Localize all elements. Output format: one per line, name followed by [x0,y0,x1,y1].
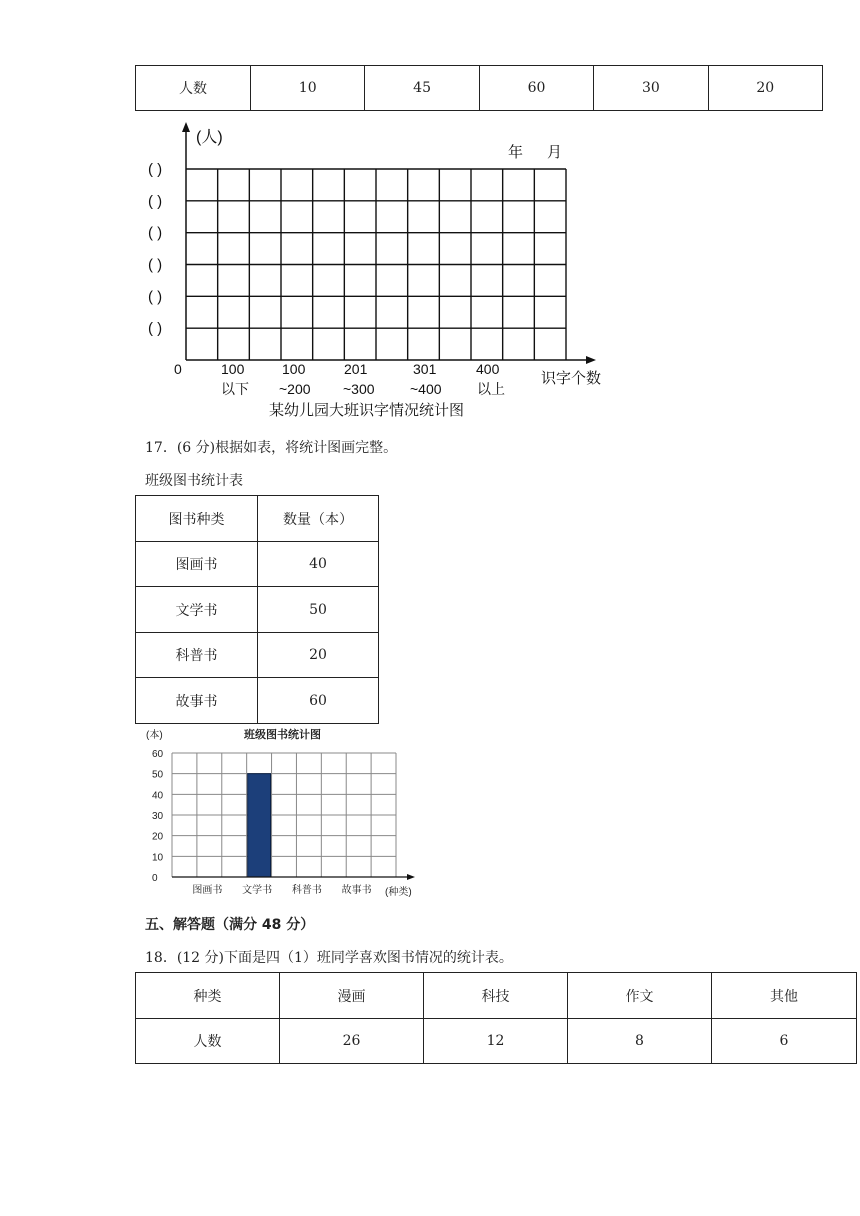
x-tick-label: 400 [476,361,500,377]
y-unit-label: (人) [196,129,223,146]
table-header: 作文 [568,973,712,1019]
table-header: 其他 [712,973,857,1019]
table-cell: 8 [568,1019,712,1064]
table-header: 图书种类 [136,496,258,542]
table-cell: 40 [258,542,379,587]
x-tick-label: 以下 [221,381,249,397]
x-tick-label: 100 [221,361,245,377]
chart-title: 某幼儿园大班识字情况统计图 [269,402,465,419]
book-bar-chart [140,725,430,903]
x-tick-label: 以上 [477,381,505,397]
literacy-chart [130,118,620,423]
x-tick-label: 文学书 [242,885,273,896]
x-tick-label: ~300 [343,381,375,397]
section-heading: 五、解答题（满分 48 分） [145,917,315,933]
x-tick-label: 301 [413,361,437,377]
y-tick-label: 20 [152,831,164,843]
book-table [135,495,379,724]
y-tick-label: 30 [152,811,164,822]
bar-文学书 [248,774,271,877]
table-cell: 10 [251,66,365,111]
y-tick-label: 60 [152,749,164,760]
table-header: 数量（本） [258,496,379,542]
y-value-placeholder: ( ) [148,320,163,338]
x-tick-label: 图画书 [192,885,223,896]
table-cell: 45 [365,66,479,111]
y-tick-label: 50 [152,769,164,781]
table-cell: 20 [258,633,379,678]
x-tick-label: ~200 [279,381,311,397]
table-cell: 26 [280,1019,424,1064]
table-cell: 人数 [136,1019,280,1064]
x-axis-label: (种类) [385,887,412,898]
y-tick-label: 0 [152,873,158,884]
x-tick-label: ~400 [410,381,442,397]
y-tick-label: 40 [152,790,164,802]
y-value-placeholder: ( ) [148,256,163,274]
y-value-placeholder: ( ) [148,161,163,178]
table-cell: 12 [424,1019,568,1064]
question-17: 17．(6 分)根据如表，将统计图画完整。 [145,440,398,456]
date-year-label: 年 [508,144,524,161]
chart-title: 班级图书统计图 [244,729,321,741]
date-month-label: 月 [547,144,563,161]
table-cell: 科普书 [136,633,258,678]
table-header: 科技 [424,973,568,1019]
y-value-placeholder: ( ) [148,224,163,242]
table-cell: 图画书 [136,542,258,587]
y-tick-label: 10 [152,852,164,864]
x-tick-label: 100 [282,361,306,377]
y-axis-arrow [182,122,190,132]
y-value-placeholder: ( ) [148,288,163,306]
table-row [136,1019,857,1064]
table-row [136,633,379,678]
table-row [136,587,379,633]
table-cell: 6 [712,1019,857,1064]
y-axis-label: (本) [146,730,163,741]
favorite-books-table [135,972,857,1064]
x-tick-label: 201 [344,361,368,377]
origin-label: 0 [174,361,182,377]
x-axis-arrow [407,874,415,880]
table-cell: 30 [594,66,708,111]
table-row [136,678,379,724]
table-header: 漫画 [280,973,424,1019]
table-cell: 人数 [136,66,251,111]
table-cell: 60 [258,678,379,724]
table-cell: 60 [479,66,593,111]
table-row [136,973,857,1019]
table-title: 班级图书统计表 [145,473,243,489]
x-axis-label: 识字个数 [541,370,602,387]
question-18: 18．(12 分)下面是四（1）班同学喜欢图书情况的统计表。 [145,950,513,966]
table-row [136,542,379,587]
x-axis-arrow [586,356,596,364]
table-row [136,496,379,542]
table-cell: 50 [258,587,379,633]
top-table [135,65,823,111]
y-value-placeholder: ( ) [148,192,163,210]
table-cell: 20 [708,66,822,111]
table-cell: 文学书 [136,587,258,633]
table-row [136,66,823,111]
table-cell: 故事书 [136,678,258,724]
x-tick-label: 科普书 [291,885,322,896]
x-tick-label: 故事书 [341,885,372,896]
table-header: 种类 [136,973,280,1019]
